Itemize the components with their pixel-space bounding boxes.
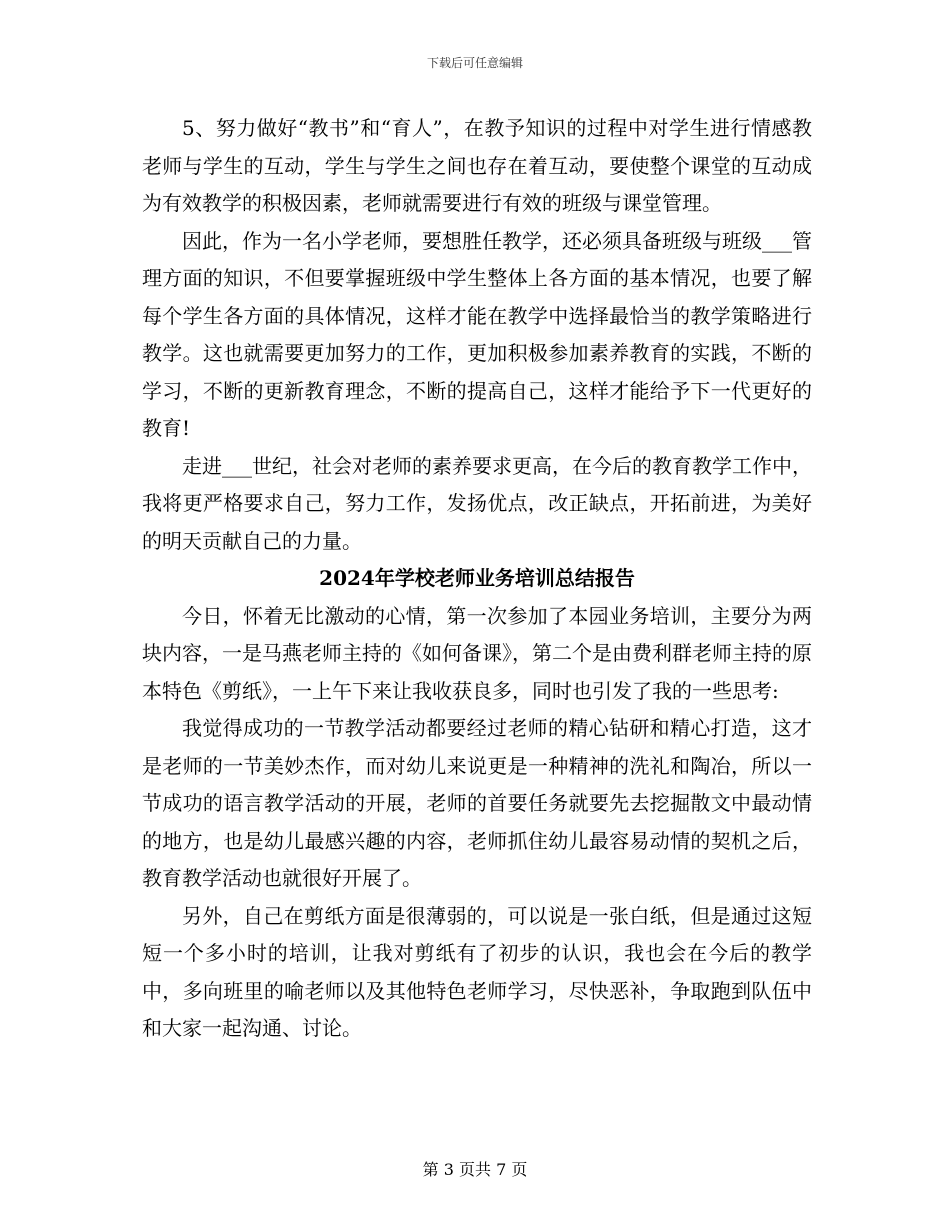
document-body [142,110,812,1048]
page-header: 下载后可任意编辑 [426,56,523,70]
paragraph: 今日，怀着无比激动的心情，第一次参加了本园业务培训，主要分为两块内容，一是马燕老师主持的《如何备课》，第二个是由费利群老师主持的原本特色《剪纸》，一上午下来让我收获良多，同时也引发了我的一些思考: [142,603,812,703]
paragraph: 我觉得成功的一节教学活动都要经过老师的精心钻研和精心打造，这才是老师的一节美妙杰作，而对幼儿来说更是一种精神的洗礼和陶冶，所以一节成功的语言教学活动的开展，老师的首要任务就要先去挖掘散文中最动情的地方，也是幼儿最感兴趣的内容，老师抓住幼儿最容易动情的契机之后，教育教学活动也就很好开展了。 [142,716,812,890]
paragraph: 因此，作为一名小学老师，要想胜任教学，还必须具备班级与班级___管理方面的知识，不但要掌握班级中学生整体上各方面的基本情况，也要了解每个学生各方面的具体情况，这样才能在教学中选择最恰当的教学策略进行教学。这也就需要更加努力的工作，更加积极参加素养教育的实践，不断的学习，不断的更新教育理念，不断的提高自己，这样才能给予下一代更好的教育! [142,228,812,440]
page-footer: 第 3 页共 7 页 [422,1160,528,1179]
paragraph: 走进___世纪，社会对老师的素养要求更高，在今后的教育教学工作中，我将更严格要求自己，努力工作，发扬优点，改正缺点，开拓前进，为美好的明天贡献自己的力量。 [142,453,812,553]
paragraph: 另外，自己在剪纸方面是很薄弱的，可以说是一张白纸，但是通过这短短一个多小时的培训，让我对剪纸有了初步的认识，我也会在今后的教学中，多向班里的喻老师以及其他特色老师学习，尽快恶补，争取跑到队伍中和大家一起沟通、讨论。 [142,903,812,1040]
paragraph: 5、努力做好“教书”和“育人”，在教予知识的过程中对学生进行情感教老师与学生的互动，学生与学生之间也存在着互动，要使整个课堂的互动成为有效教学的积极因素，老师就需要进行有效的班级与课堂管理。 [142,116,812,215]
section-title: 2024年学校老师业务培训总结报告 [319,566,635,590]
